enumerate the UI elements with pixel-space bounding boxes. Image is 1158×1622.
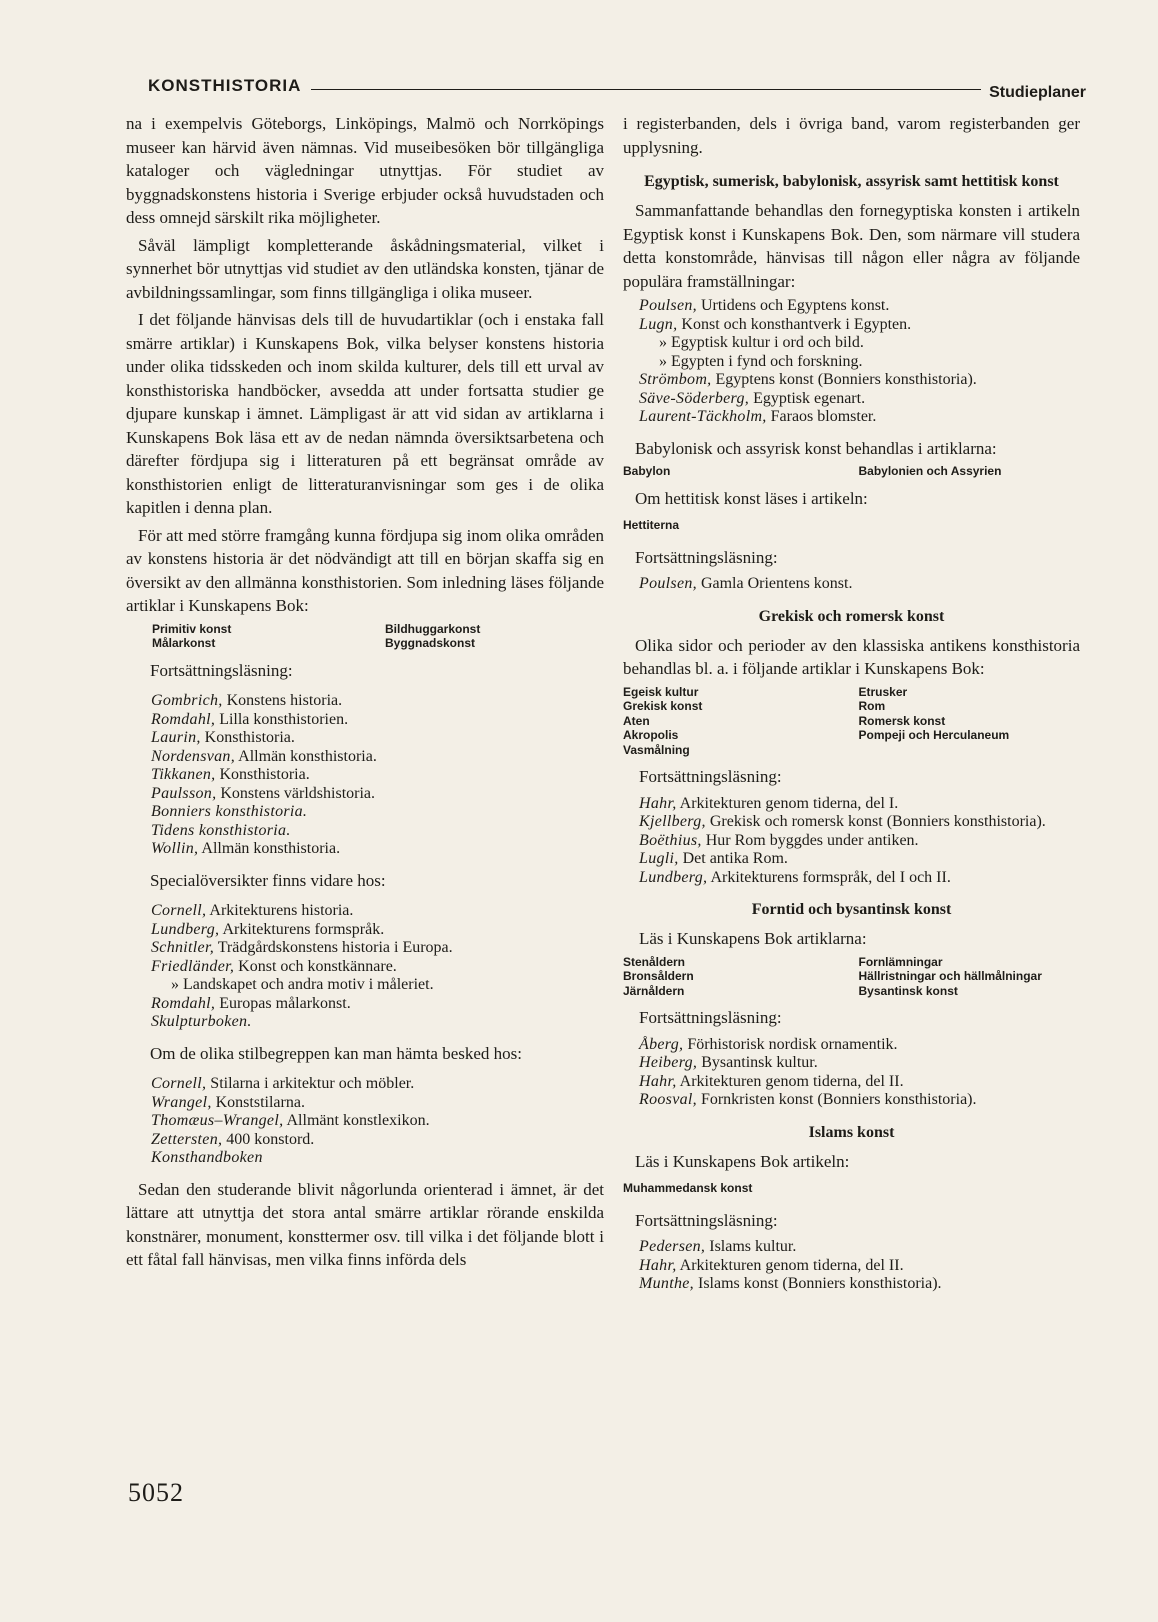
reference-author: Pedersen, <box>639 1238 706 1255</box>
paragraph: Såväl lämpligt kompletterande åskådningsmaterial, vilket i synnerhet bör utnyttjas vid studiet av den utländska konsten, tjänar de avbildningssamlingar, som finns tillgängliga i olika museer. <box>126 235 604 302</box>
reference-entry <box>151 785 604 804</box>
reference-entry <box>639 1257 1080 1276</box>
reference-entry <box>639 297 1080 316</box>
reference-title: Konsthistoria. <box>219 766 310 783</box>
special-overview-label: Specialöversikter finns vidare hos: <box>150 870 386 890</box>
section-heading: Grekisk och romersk konst <box>758 607 945 625</box>
reference-title: Konstens världshistoria. <box>220 784 376 802</box>
reference-entry <box>639 869 1080 888</box>
reference-author: Konsthandboken <box>151 1149 263 1166</box>
reference-entry <box>151 921 604 940</box>
reference-author: Hahr, <box>639 1072 677 1090</box>
article-link: Grekisk konst <box>623 699 703 713</box>
reference-list <box>639 575 1080 594</box>
reference-entry <box>151 822 604 841</box>
reference-author: Kjellberg, <box>639 813 706 830</box>
reference-list <box>151 692 604 859</box>
paragraph: i registerbanden, dels i övriga band, varom registerbanden ger upplysning. <box>623 114 1080 157</box>
article-link: Pompeji och Herculaneum <box>858 728 1010 742</box>
reference-author: Romdahl, <box>151 710 216 728</box>
reference-entry <box>639 371 1080 390</box>
article-list <box>623 685 1080 758</box>
reference-title: » Egyptisk kultur i ord och bild. <box>659 334 864 351</box>
paragraph: Läs i Kunskapens Bok artiklarna: <box>639 929 867 948</box>
reference-author: Tikkanen, <box>151 766 216 783</box>
reference-author: Lugn, <box>639 315 678 333</box>
reference-title: Allmänt konstlexikon. <box>286 1112 430 1129</box>
reference-entry <box>151 1094 604 1113</box>
paragraph: Om hettitisk konst läses i artikeln: <box>635 488 868 508</box>
paragraph: Läs i Kunskapens Bok artikeln: <box>635 1151 850 1171</box>
article-link: Rom <box>858 699 886 713</box>
left-column <box>126 112 604 1276</box>
reference-title: Arkitekturen genom tiderna, del II. <box>679 1256 904 1274</box>
reference-author: Strömbom, <box>639 371 712 388</box>
reference-author: Hahr, <box>639 1256 677 1274</box>
article-list <box>623 955 1080 999</box>
reference-author: Poulsen, <box>639 575 697 592</box>
reference-list <box>639 297 1080 427</box>
reference-title: Bysantinsk kultur. <box>701 1054 818 1071</box>
reference-entry <box>639 850 1080 869</box>
reference-author: Heiberg, <box>639 1054 698 1071</box>
reference-entry <box>639 1054 1080 1073</box>
reference-entry <box>151 748 604 767</box>
reference-author: Boëthius, <box>639 831 702 849</box>
reference-title: 400 konstord. <box>226 1130 315 1148</box>
further-reading-label: Fortsättningsläsning: <box>639 1008 782 1027</box>
reference-entry <box>151 958 604 977</box>
article-link: Hettiterna <box>623 518 680 532</box>
reference-author: Bonniers konsthistoria. <box>151 803 308 820</box>
reference-entry <box>151 1149 604 1168</box>
right-column <box>623 112 1080 1304</box>
reference-author: Lundberg, <box>639 868 708 886</box>
reference-entry <box>151 976 604 995</box>
article-link: Primitiv konst <box>152 621 232 636</box>
article-link: Hällristningar och hällmålningar <box>858 969 1042 983</box>
section-heading: Islams konst <box>808 1123 895 1141</box>
reference-entry <box>639 813 1080 832</box>
reference-title: Lilla konsthistorien. <box>219 710 349 728</box>
paragraph: För att med större framgång kunna fördjupa sig inom olika områden av konstens historia är det nödvändigt att till en början skaffa sig en översikt av den allmänna konsthistorien. Som inledning läses följande artiklar i Kunskapens Bok: <box>126 525 604 615</box>
article-link: Etrusker <box>858 684 908 699</box>
article-link: Bildhuggarkonst <box>385 621 481 636</box>
paragraph: I det följande hänvisas dels till de huvudartiklar (och i enstaka fall smärre artiklar) i Kunskapens Bok, vilka belyser konstens historia under olika tidsskeden och inom skilda kulturer, dels till ett urval av konsthistoriska handböcker, avsedda att under fortsatta studier ge djupare kunskap i ämnet. Lämpligast är att vid sidan av artiklarna i Kunskapens Bok läsa ett av de nedan nämnda översiktsarbetena och därefter fördjupa sig i litteraturen på ett begränsat område av konsthistorien enligt de litteraturanvisningar som ges i de olika kapitlen i denna plan. <box>126 310 604 517</box>
reference-author: Schnitler, <box>151 939 214 956</box>
reference-author: Lugli, <box>639 850 679 867</box>
article-list <box>623 464 1080 479</box>
reference-title: Faraos blomster. <box>770 408 877 425</box>
reference-author: Paulsson, <box>151 784 217 802</box>
reference-title: Arkitekturens formspråk, del I och II. <box>710 868 951 886</box>
further-reading-label: Fortsättningsläsning: <box>635 547 778 567</box>
reference-entry <box>151 995 604 1014</box>
reference-entry <box>639 390 1080 409</box>
header-series-title: Studieplaner <box>989 84 1086 101</box>
reference-entry <box>639 1238 1080 1257</box>
reference-title: Trädgårdskonstens historia i Europa. <box>217 939 453 956</box>
reference-entry <box>639 353 1080 372</box>
reference-entry <box>639 795 1080 814</box>
style-concepts-label: Om de olika stilbegreppen kan man hämta besked hos: <box>150 1043 523 1063</box>
reference-list <box>151 1075 604 1168</box>
reference-title: Det antika Rom. <box>682 850 788 867</box>
article-link: Byggnadskonst <box>385 636 476 650</box>
reference-entry <box>639 1073 1080 1092</box>
reference-entry <box>151 803 604 822</box>
reference-title: Konst och konsthantverk i Egypten. <box>681 315 912 333</box>
reference-title: Urtidens och Egyptens konst. <box>700 297 890 314</box>
article-link: Babylonien och Assyrien <box>858 464 1002 478</box>
reference-entry <box>639 316 1080 335</box>
reference-title: Allmän konsthistoria. <box>201 840 341 857</box>
reference-entry <box>151 1013 604 1032</box>
reference-author: Tidens konsthistoria. <box>151 821 291 839</box>
reference-title: Gamla Orientens konst. <box>700 575 853 592</box>
paragraph: Sammanfattande behandlas den fornegyptiska konsten i artikeln Egyptisk konst i Kunskapens Bok. Den, som närmare vill studera detta konstområde, hänvisas till någon eller några av följande populära framställningar: <box>623 201 1080 291</box>
reference-entry <box>151 1075 604 1094</box>
reference-author: Hahr, <box>639 794 677 812</box>
further-reading-label: Fortsättningsläsning: <box>150 660 293 680</box>
reference-author: Nordensvan, <box>151 747 236 765</box>
article-link: Romersk konst <box>858 713 946 728</box>
reference-title: Hur Rom byggdes under antiken. <box>705 831 919 849</box>
header-section-title: KONSTHISTORIA <box>148 76 302 95</box>
reference-entry <box>639 1036 1080 1055</box>
article-link: Fornlämningar <box>858 954 943 969</box>
reference-author: Friedländer, <box>151 957 235 975</box>
reference-entry <box>639 575 1080 594</box>
reference-entry <box>151 1112 604 1131</box>
reference-list <box>639 1238 1080 1294</box>
reference-author: Laurin, <box>151 729 201 746</box>
reference-title: Grekisk och romersk konst (Bonniers konsthistoria). <box>709 813 1046 830</box>
reference-title: » Egypten i fynd och forskning. <box>659 352 863 370</box>
reference-author: Gombrich, <box>151 692 223 709</box>
paragraph: Babylonisk och assyrisk konst behandlas i artiklarna: <box>635 438 997 458</box>
running-header <box>148 72 1086 101</box>
article-link: Egeisk kultur <box>623 684 699 699</box>
reference-title: » Landskapet och andra motiv i måleriet. <box>171 976 434 993</box>
reference-author: Poulsen, <box>639 297 697 314</box>
article-list <box>152 622 604 651</box>
reference-author: Romdahl, <box>151 994 216 1012</box>
reference-entry <box>639 832 1080 851</box>
reference-title: Islams kultur. <box>709 1238 797 1255</box>
article-link: Bronsåldern <box>623 969 694 983</box>
article-link: Babylon <box>623 464 671 478</box>
reference-author: Thomæus–Wrangel, <box>151 1112 284 1129</box>
article-link: Järnåldern <box>623 983 685 998</box>
reference-title: Islams konst (Bonniers konsthistoria). <box>697 1275 942 1292</box>
reference-author: Skulpturboken. <box>151 1013 252 1030</box>
article-link: Stenåldern <box>623 954 686 969</box>
reference-entry <box>151 1131 604 1150</box>
reference-entry <box>151 902 604 921</box>
reference-entry <box>639 408 1080 427</box>
further-reading-label: Fortsättningsläsning: <box>639 767 782 786</box>
reference-title: Arkitekturen genom tiderna, del II. <box>679 1072 904 1090</box>
reference-title: Arkitekturens formspråk. <box>222 920 385 938</box>
reference-author: Åberg, <box>639 1035 684 1053</box>
reference-entry <box>151 840 604 859</box>
reference-author: Säve-Söderberg, <box>639 389 750 407</box>
reference-list <box>151 902 604 1032</box>
reference-title: Förhistorisk nordisk ornamentik. <box>687 1035 898 1053</box>
header-rule <box>311 89 981 90</box>
article-link: Vasmålning <box>623 742 690 757</box>
reference-title: Allmän konsthistoria. <box>238 747 377 765</box>
reference-entry <box>151 766 604 785</box>
reference-author: Cornell, <box>151 1075 207 1092</box>
reference-title: Egyptens konst (Bonniers konsthistoria). <box>715 371 977 388</box>
article-link: Aten <box>623 713 650 728</box>
reference-list <box>639 1036 1080 1110</box>
reference-author: Zettersten, <box>151 1130 223 1148</box>
section-heading: Forntid och bysantinsk konst <box>751 901 952 918</box>
reference-entry <box>639 1275 1080 1294</box>
reference-entry <box>151 729 604 748</box>
reference-title: Konststilarna. <box>215 1093 305 1111</box>
reference-title: Egyptisk egenart. <box>753 389 866 407</box>
paragraph: Olika sidor och perioder av den klassiska antikens konsthistoria behandlas bl. a. i följande artiklar i Kunskapens Bok: <box>623 635 1080 678</box>
reference-entry <box>639 334 1080 353</box>
reference-title: Stilarna i arkitektur och möbler. <box>210 1075 415 1092</box>
paragraph: na i exempelvis Göteborgs, Linköpings, Malmö och Norrköpings museer kan härvid även nämnas. Vid museibesöken bör tillgängliga kataloger och vägledningar utnyttjas. För studiet av byggnadskonstens historia i Sverige erbjuder också huvudstaden och dess omnejd särskilt rika möjligheter. <box>126 114 604 227</box>
reference-entry <box>151 939 604 958</box>
reference-title: Fornkristen konst (Bonniers konsthistoria). <box>700 1091 977 1108</box>
reference-author: Munthe, <box>639 1275 694 1292</box>
reference-title: Konstens historia. <box>226 692 343 709</box>
reference-entry <box>639 1091 1080 1110</box>
further-reading-label: Fortsättningsläsning: <box>635 1210 778 1230</box>
reference-author: Laurent-Täckholm, <box>639 408 767 425</box>
reference-author: Roosval, <box>639 1091 697 1108</box>
article-link: Muhammedansk konst <box>623 1181 753 1195</box>
page-number: 5052 <box>128 1478 184 1507</box>
article-link: Målarkonst <box>152 636 216 650</box>
paragraph: Sedan den studerande blivit någorlunda orienterad i ämnet, är det lättare att utnyttja det stora antal smärre artiklar rörande enskilda konstnärer, monument, konsttermer osv. till vilka i det följande blott i ett fåtal fall hänvisas, men vilka finns införda dels <box>126 1179 604 1269</box>
reference-title: Europas målarkonst. <box>219 994 351 1012</box>
reference-title: Arkitekturen genom tiderna, del I. <box>679 794 899 812</box>
reference-entry <box>151 692 604 711</box>
reference-list <box>639 795 1080 888</box>
reference-author: Cornell, <box>151 902 207 919</box>
reference-author: Wollin, <box>151 840 199 857</box>
section-heading: Egyptisk, sumerisk, babylonisk, assyrisk samt hettitisk konst <box>644 173 1059 190</box>
reference-entry <box>151 711 604 730</box>
reference-title: Konsthistoria. <box>204 729 295 746</box>
article-link: Akropolis <box>623 728 679 742</box>
reference-title: Arkitekturens historia. <box>209 902 354 919</box>
reference-author: Lundberg, <box>151 920 220 938</box>
article-link: Bysantinsk konst <box>858 983 958 998</box>
reference-author: Wrangel, <box>151 1093 212 1111</box>
reference-title: Konst och konstkännare. <box>238 957 397 975</box>
